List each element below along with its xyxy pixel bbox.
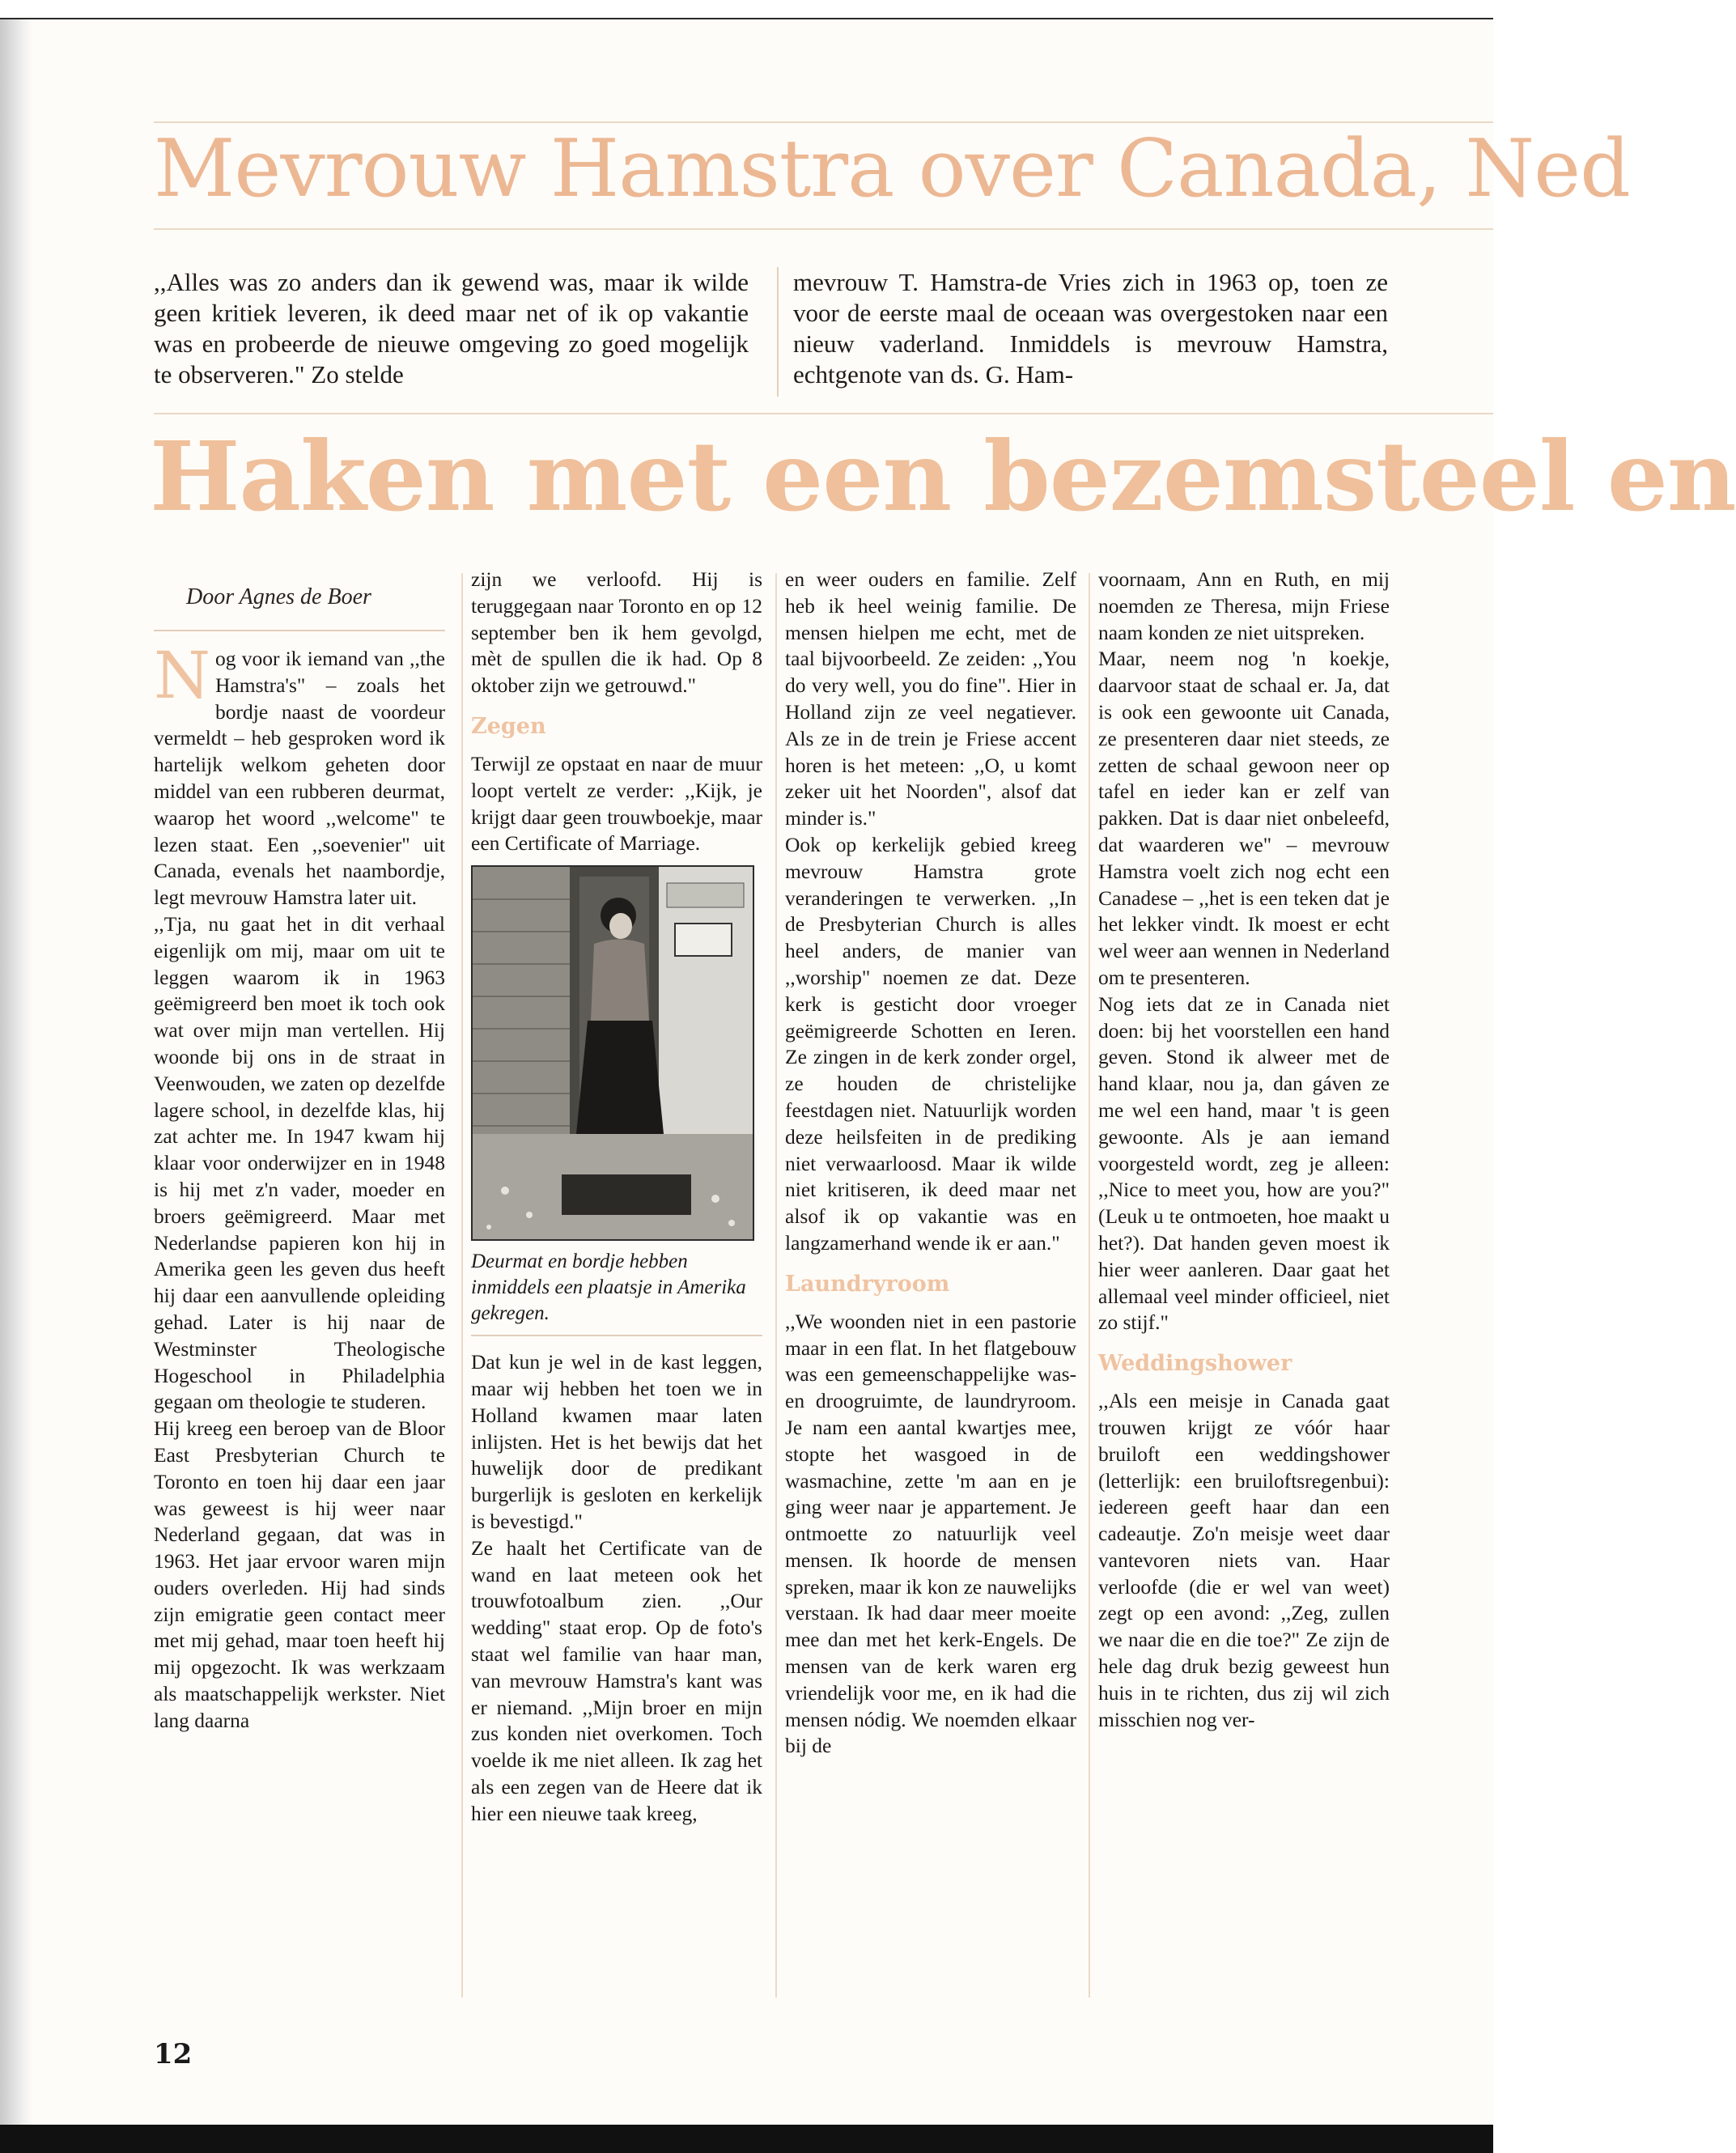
scan-bottom-edge <box>0 2125 1493 2153</box>
intro-right: mevrouw T. Hamstra-de Vries zich in 1963 op, toen ze voor de eerste maal de oceaan was overgestoken naar een nieuw vaderland. Inmiddels is mevrouw Hamstra, echtgenote van ds. G. Ham- <box>793 268 1388 389</box>
article-column-3 <box>785 567 1076 2015</box>
page-number: 12 <box>154 2038 193 2070</box>
subheading-zegen: Zegen <box>471 713 546 739</box>
paragraph: Ook op kerkelijk gebied kreeg mevrouw Hamstra grote veranderingen te verwerken. ,,In de Presbyterian Church is alles heel anders, de manier van ,,worship" noemen ze dat. Deze kerk is gesticht door vroeger geëmigreerde Schotten en Ieren. Ze zingen in de kerk zonder orgel, ze houden de christelijke feestdagen niet. Natuurlijk worden deze heilsfeiten in de prediking niet verwaarloosd. Maar ik wilde niet kritiseren, ik deed maar net alsof ik op vakantie was en langzamerhand wende ik er aan." <box>785 832 1076 1255</box>
subheading-weddingshower: Weddingshower <box>1098 1351 1292 1377</box>
paragraph: Nog voor ik iemand van ,,the Hamstra's" – zoals het bordje naast de voordeur vermeldt – heb gesproken word ik hartelijk welkom geheten door middel van een rubberen deurmat, waarop het woord ,,welcome" te lezen staat. Een ,,soevenier" uit Canada, evenals het naambordje, legt mevrouw Hamstra later uit. <box>154 638 445 910</box>
article-column-4 <box>1098 567 1390 2015</box>
byline: Door Agnes de Boer <box>154 567 445 631</box>
intro-divider <box>777 267 779 397</box>
paragraph: voornaam, Ann en Ruth, en mij noemden ze Theresa, mijn Friese naam konden ze niet uitspreken. <box>1098 567 1390 644</box>
photo-caption: Deurmat en bordje hebben inmiddels een plaatsje in Amerika gekregen. <box>471 1251 746 1325</box>
column-divider <box>461 573 463 1998</box>
woman-at-door-photo <box>473 867 753 1239</box>
paragraph: Maar, neem nog 'n koekje, daarvoor staat de schaal er. Ja, dat is ook een gewoonte uit Canada, ze presenteren daar niet steeds, ze zetten de schaal gewoon neer op tafel en ieder kan er zelf van pakken. Dat is daar niet onbeleefd, dat waarderen we" – mevrouw Hamstra voelt zich nog echt een Canadese – ,,het is een teken dat je het lekker vindt. Ik moest er echt wel weer aan wennen in Nederland om te presenteren. <box>1098 647 1390 989</box>
column-divider <box>1089 573 1090 1998</box>
article-column-2 <box>471 567 762 2015</box>
paragraph: Terwijl ze opstaat en naar de muur loopt vertelt ze verder: ,,Kijk, je krijgt daar geen trouwboekje, maar een Certificate of Marriage. <box>471 751 762 856</box>
paragraph: Nog iets dat ze in Canada niet doen: bij het voorstellen een hand geven. Stond ik alweer met de hand klaar, nou ja, dan gáven ze me wel een hand, maar 't is geen gewoonte. Als je aan iemand voorgesteld wordt, zeg je alleen: ,,Nice to meet you, how are you?" (Leuk u te ontmoeten, hoe maakt u het?). Dat handen geven moest ik hier weer aanleren. Daar gaat het allemaal veel minder officieel, niet zo stijf." <box>1098 992 1390 1335</box>
headline-main-rule <box>154 413 1493 414</box>
photo-figure <box>471 865 762 1336</box>
intro-left: ,,Alles was zo anders dan ik gewend was, maar ik wilde geen kritiek leveren, ik deed maar net of ik op vakantie was en probeerde de nieuwe omgeving zo goed mogelijk te observeren." Zo stelde <box>154 268 749 389</box>
page-gutter-shadow <box>0 0 32 2153</box>
doorway-photo <box>471 865 754 1241</box>
column-divider <box>775 573 777 1998</box>
kicker-bottom-rule <box>154 228 1493 230</box>
paragraph: ,,We woonden niet in een pastorie maar in een flat. In het flatgebouw was een gemeenschappelijke was- en droogruimte, de laundryroom. Je nam een aantal kwartjes mee, stopte het wasgoed in de wasmachine, zette 'm aan en je ging weer naar je appartement. Je ontmoette zo natuurlijk veel mensen. Ik hoorde de mensen spreken, maar ik kon ze nauwelijks verstaan. Ik had daar meer moeite mee dan met het kerk-Engels. De mensen van de kerk waren erg vriendelijk voor me, en ik had die mensen nódig. We noemden elkaar bij de <box>785 1309 1076 1758</box>
kicker-headline: Mevrouw Hamstra over Canada, Ned <box>154 123 1630 215</box>
paragraph: en weer ouders en familie. Zelf heb ik heel weinig familie. De mensen hielpen me echt, met de taal bijvoorbeeld. Ze zeiden: ,,You do very well, you do fine". Hier in Holland zijn ze veel negatiever. Als ze in de trein je Friese accent horen is het meteen: ,,O, u komt zeker uit het Noorden", alsof dat minder is." <box>785 567 1076 830</box>
subheading-laundryroom: Laundryroom <box>785 1271 950 1297</box>
paragraph: Dat kun je wel in de kast leggen, maar wij hebben het toen we in Holland kwamen maar laten inlijsten. Het is het bewijs dat het huwelijk door de predikant burgerlijk is gesloten en kerkelijk is bevestigd." <box>471 1350 762 1533</box>
page-top-edge <box>0 0 1493 19</box>
paragraph: Ze haalt het Certificate van de wand en laat meteen ook het trouwfotoalbum zien. ,,Our wedding" staat erop. Op de foto's staat wel familie van haar man, van mevrouw Hamstra's kant was er niemand. ,,Mijn broer en mijn zus konden niet overkomen. Toch voelde ik me niet alleen. Ik zag het als een zegen van de Heere dat ik hier een nieuwe taak kreeg, <box>471 1535 762 1825</box>
drop-cap: N <box>154 638 210 713</box>
paragraph: Hij kreeg een beroep van de Bloor East Presbyterian Church te Toronto en toen hij daar een jaar was geweest is hij weer naar Nederland gegaan, dat was in 1963. Het jaar ervoor waren mijn ouders overleden. Hij had sinds zijn emigratie geen contact meer met mij gehad, maar toen heeft hij mij opgezocht. Ik was werkzaam als maatschappelijk werkster. Niet lang daarna <box>154 1416 445 1732</box>
paragraph: ,,Tja, nu gaat het in dit verhaal eigenlijk om mij, maar om uit te leggen waarom ik in 1963 geëmigreerd ben moet ik toch ook wat over mijn man vertellen. Hij woonde bij ons in de straat in Veenwouden, we zaten op dezelfde lagere school, in dezelfde klas, hij zat achter me. In 1947 kwam hij klaar voor onderwijzer en in 1948 is hij met z'n vader, moeder en broers geëmigreerd. Maar met Nederlandse papieren kon hij in Amerika geen les geven dus heeft hij daar een aanvullende opleiding gehad. Later is hij naar de Westminster Theologische Hogeschool in Philadelphia gegaan om theologie te studeren. <box>154 911 445 1414</box>
caption-rule <box>471 1335 762 1336</box>
paragraph: zijn we verloofd. Hij is teruggegaan naar Toronto en op 12 september ben ik hem gevolgd, mèt de spullen die ik had. Op 8 oktober zijn we getrouwd." <box>471 567 762 698</box>
main-headline: Haken met een bezemsteel en <box>150 420 1736 533</box>
article-column-1 <box>154 567 445 2015</box>
paragraph: ,,Als een meisje in Canada gaat trouwen krijgt ze vóór haar bruiloft een weddingshower (letterlijk: een bruiloftsregenbui): iedereen geeft haar dan een cadeautje. Zo'n meisje weet daar vantevoren niets van. Haar verloofde (die er wel van weet) zegt op een avond: ,,Zeg, zullen we naar die en die toe?" Ze zijn de hele dag druk bezig geweest hun huis in te richten, dus zij wil zich misschien nog ver- <box>1098 1389 1390 1731</box>
